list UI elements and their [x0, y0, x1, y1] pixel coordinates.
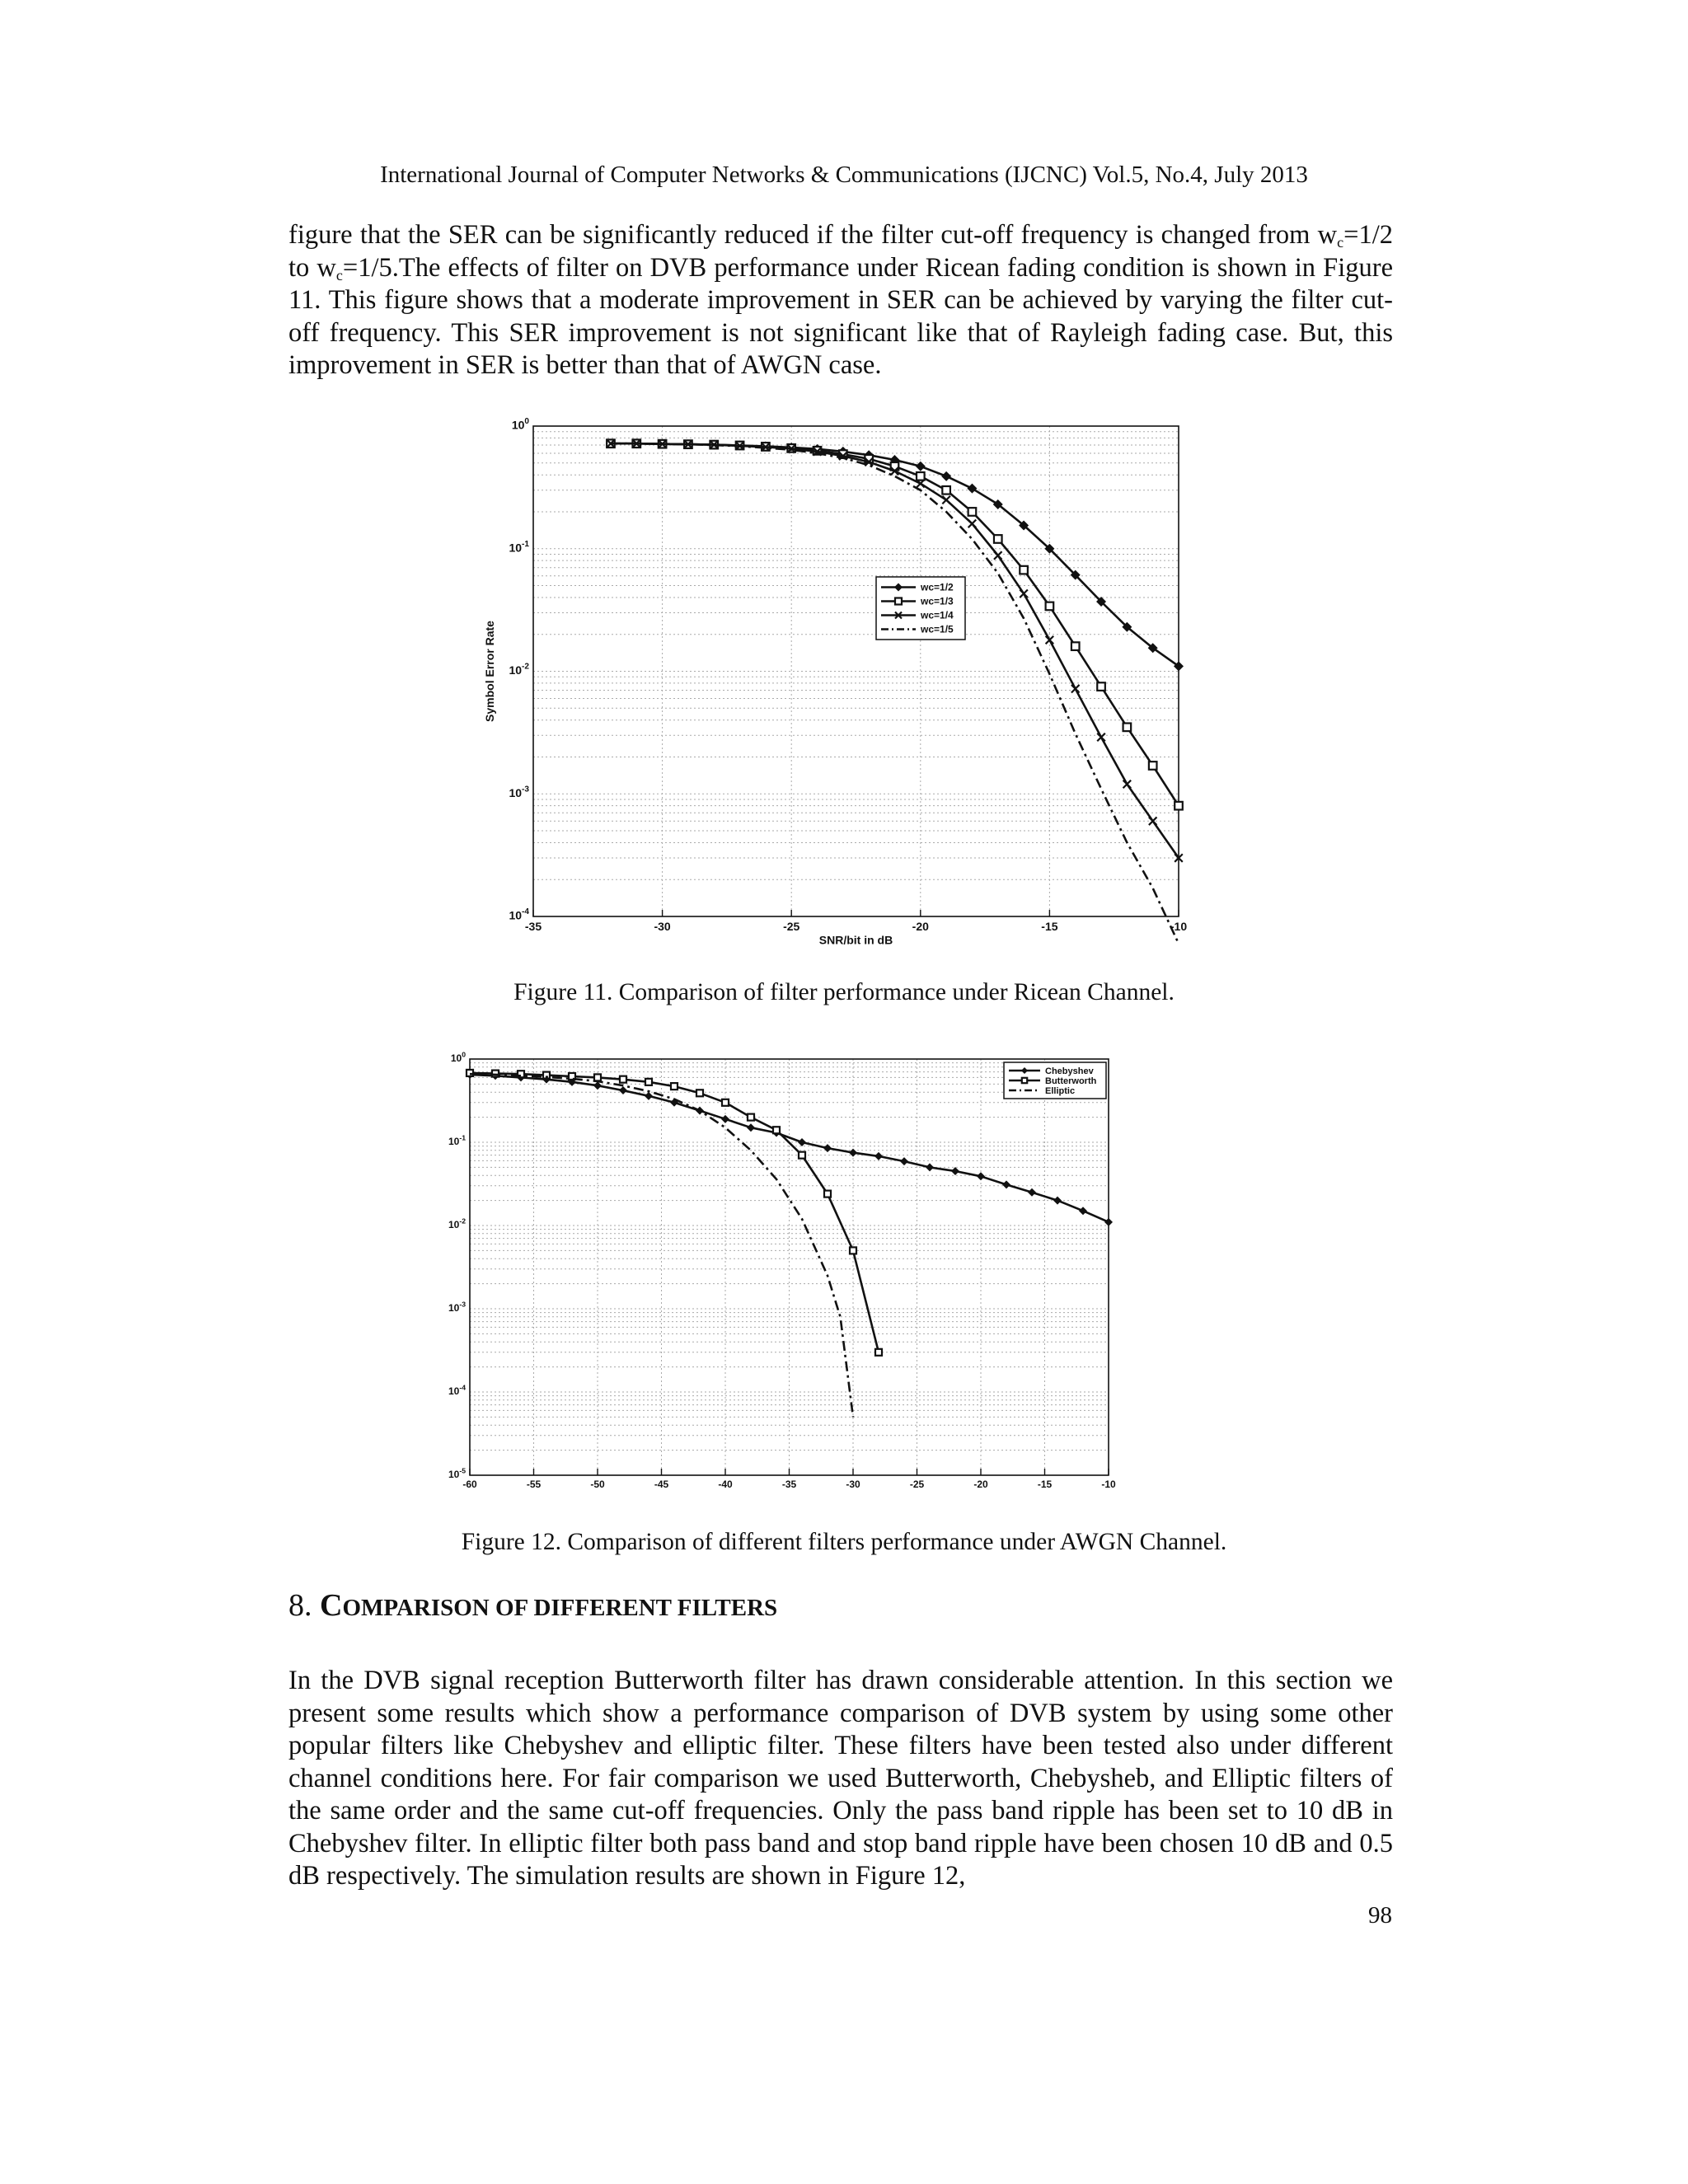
legend-marker	[1022, 1078, 1027, 1083]
data-point	[1002, 1180, 1010, 1188]
legend-label: wc=1/2	[921, 581, 954, 593]
data-point	[968, 508, 977, 516]
data-point	[1104, 1218, 1113, 1226]
data-point	[671, 1083, 678, 1090]
data-point	[994, 551, 1002, 560]
legend-label: Chebyshev	[1045, 1066, 1094, 1076]
x-tick-label: -10	[1101, 1479, 1116, 1490]
data-point	[1020, 566, 1028, 574]
data-point	[721, 1115, 729, 1123]
data-point	[747, 1123, 755, 1132]
data-point	[967, 484, 977, 494]
y-tick-label	[448, 1134, 466, 1147]
x-tick-label: -20	[973, 1479, 988, 1490]
y-tick-label	[448, 1217, 466, 1230]
x-tick-label: -25	[783, 920, 800, 933]
y-tick-label	[448, 1301, 466, 1314]
section-number: 8.	[288, 1588, 312, 1623]
data-point	[799, 1152, 805, 1159]
grid-lines	[470, 1059, 1109, 1475]
x-tick-label: -20	[912, 920, 929, 933]
y-tick-label	[509, 540, 529, 554]
data-point	[722, 1099, 729, 1106]
data-point	[620, 1076, 626, 1083]
y-tick-exponent: 0	[524, 417, 529, 427]
y-tick-exponent: -2	[522, 662, 529, 672]
data-point	[619, 1086, 627, 1094]
page-number: 98	[1368, 1902, 1392, 1929]
y-tick-exponent: -3	[522, 785, 529, 794]
legend-label: Butterworth	[1045, 1076, 1097, 1086]
legend	[1004, 1062, 1106, 1099]
legend-label: wc=1/3	[921, 595, 954, 607]
data-point	[696, 1090, 703, 1096]
legend-label: Elliptic	[1045, 1085, 1076, 1096]
data-point	[1175, 802, 1183, 810]
data-point	[942, 496, 950, 504]
y-tick-base: 10	[448, 1302, 460, 1314]
data-point	[798, 1138, 806, 1146]
data-point	[977, 1172, 985, 1180]
section-title-first-letter: C	[320, 1588, 343, 1623]
figure-12-caption: Figure 12. Comparison of different filters performance under AWGN Channel.	[461, 1529, 1227, 1555]
series-line	[611, 443, 1179, 858]
legend-marker	[895, 598, 902, 605]
y-tick-exponent: 0	[462, 1050, 466, 1059]
y-tick-base: 10	[509, 663, 523, 677]
data-point	[1020, 589, 1028, 598]
series-wc=1/5	[611, 443, 1179, 944]
paragraph-comparison: In the DVB signal reception Butterworth filter has drawn considerable attention. In this section we present some results which show a performance comparison of DVB system by using some other popular filters like Chebyshev and elliptic filter. These filters have been tested also under different channel conditions here. For fair comparison we used Butterworth, Chebysheb, and Elliptic filters of the same order and the same cut-off frequencies. Only the pass band ripple has been set to 10 dB in Chebyshev filter. In elliptic filter both pass band and stop band ripple have been chosen 10 dB and 0.5 dB respectively. The simulation results are shown in Figure 12,	[288, 1666, 1393, 1891]
y-tick-base: 10	[509, 541, 523, 555]
y-tick-exponent: -1	[459, 1133, 466, 1142]
paragraph-intro	[288, 219, 1393, 382]
x-tick-label: -35	[524, 920, 542, 933]
data-point	[968, 520, 977, 528]
data-point	[1071, 642, 1080, 650]
y-tick-label	[448, 1384, 466, 1397]
section-heading	[288, 1587, 777, 1624]
data-point	[645, 1079, 652, 1085]
para1-subscript-1: c	[1337, 234, 1344, 251]
data-point	[645, 1092, 653, 1100]
data-point	[1123, 724, 1132, 732]
data-point	[1097, 682, 1105, 691]
y-tick-label	[509, 785, 529, 799]
data-point	[926, 1163, 934, 1171]
x-axis-label: SNR/bit in dB	[818, 933, 893, 947]
data-point	[1053, 1197, 1062, 1205]
data-point	[594, 1074, 601, 1080]
x-tick-label: -50	[590, 1479, 605, 1490]
data-point	[824, 1191, 831, 1197]
journal-header: International Journal of Computer Networks & Communications (IJCNC) Vol.5, No.4, July 2013	[380, 162, 1308, 188]
figure-11-chart	[483, 416, 1212, 952]
y-tick-base: 10	[448, 1136, 460, 1147]
data-point	[1079, 1207, 1087, 1215]
y-axis-label: Symbol Error Rate	[483, 621, 496, 722]
data-point	[917, 472, 925, 480]
legend-label: wc=1/4	[921, 609, 954, 621]
legend	[876, 577, 965, 640]
data-point	[994, 535, 1002, 543]
series-wc=1/4	[607, 439, 1183, 861]
x-tick-label: -15	[1037, 1479, 1053, 1490]
data-point	[748, 1114, 754, 1121]
x-tick-label: -60	[462, 1479, 477, 1490]
data-point	[942, 486, 950, 494]
data-point	[875, 1349, 882, 1356]
y-tick-exponent: -4	[459, 1383, 466, 1392]
x-tick-label: -15	[1041, 920, 1058, 933]
x-tick-label: -45	[654, 1479, 669, 1490]
y-tick-label	[512, 417, 530, 431]
y-tick-base: 10	[509, 785, 523, 799]
legend-label: wc=1/5	[921, 623, 954, 635]
data-point	[1071, 685, 1080, 693]
data-point	[467, 1070, 473, 1076]
x-tick-label: -30	[654, 920, 671, 933]
y-tick-label	[509, 663, 529, 677]
y-tick-base: 10	[450, 1052, 462, 1064]
para1-subscript-2: c	[335, 266, 343, 284]
y-tick-base: 10	[509, 908, 523, 922]
grid-lines	[533, 426, 1179, 916]
data-point	[1149, 762, 1157, 770]
figure-11	[483, 416, 1212, 956]
y-tick-base: 10	[448, 1385, 460, 1397]
data-point	[941, 471, 951, 481]
x-tick-label: -10	[1170, 920, 1188, 933]
y-tick-exponent: -4	[522, 907, 529, 917]
y-tick-base: 10	[448, 1219, 460, 1230]
x-tick-label: -25	[909, 1479, 925, 1490]
data-point	[1097, 733, 1105, 742]
y-tick-exponent: -3	[459, 1300, 466, 1309]
y-tick-exponent: -1	[522, 539, 529, 549]
series-line	[470, 1073, 879, 1352]
para1-text-3: =1/5.The effects of filter on DVB performance under Ricean fading condition is shown in Figure 11. This figure shows that a moderate improvement in SER can be achieved by varying the filter cut-off frequency. This SER improvement is not significant like that of Rayleigh fading case. But, this improvement in SER is better than that of AWGN case.	[288, 252, 1393, 380]
para1-text-2: =1/2 to w	[288, 220, 1393, 283]
data-point	[874, 1152, 883, 1160]
figure-12	[445, 1051, 1121, 1516]
data-point	[900, 1157, 908, 1165]
x-tick-label: -35	[781, 1479, 797, 1490]
y-tick-exponent: -2	[459, 1216, 466, 1226]
data-point	[1028, 1188, 1036, 1197]
figure-12-chart	[445, 1051, 1121, 1512]
data-point	[1123, 780, 1132, 789]
data-point	[773, 1127, 780, 1133]
data-point	[1046, 602, 1054, 611]
x-tick-label: -55	[526, 1479, 542, 1490]
data-point	[951, 1167, 959, 1175]
figure-11-caption: Figure 11. Comparison of filter performance under Ricean Channel.	[513, 979, 1175, 1005]
x-tick-label: -40	[718, 1479, 733, 1490]
y-tick-label	[451, 1051, 466, 1064]
series-line	[611, 443, 1179, 944]
y-tick-base: 10	[448, 1469, 460, 1480]
x-tick-label: -30	[846, 1479, 860, 1490]
y-tick-exponent: -5	[459, 1466, 466, 1475]
y-tick-base: 10	[511, 418, 525, 432]
para1-text-1: figure that the SER can be significantly reduced if the filter cut-off frequency is changed from w	[288, 220, 1338, 250]
data-point	[850, 1247, 856, 1254]
section-title-rest: OMPARISON OF DIFFERENT FILTERS	[342, 1595, 778, 1621]
data-point	[823, 1144, 832, 1152]
